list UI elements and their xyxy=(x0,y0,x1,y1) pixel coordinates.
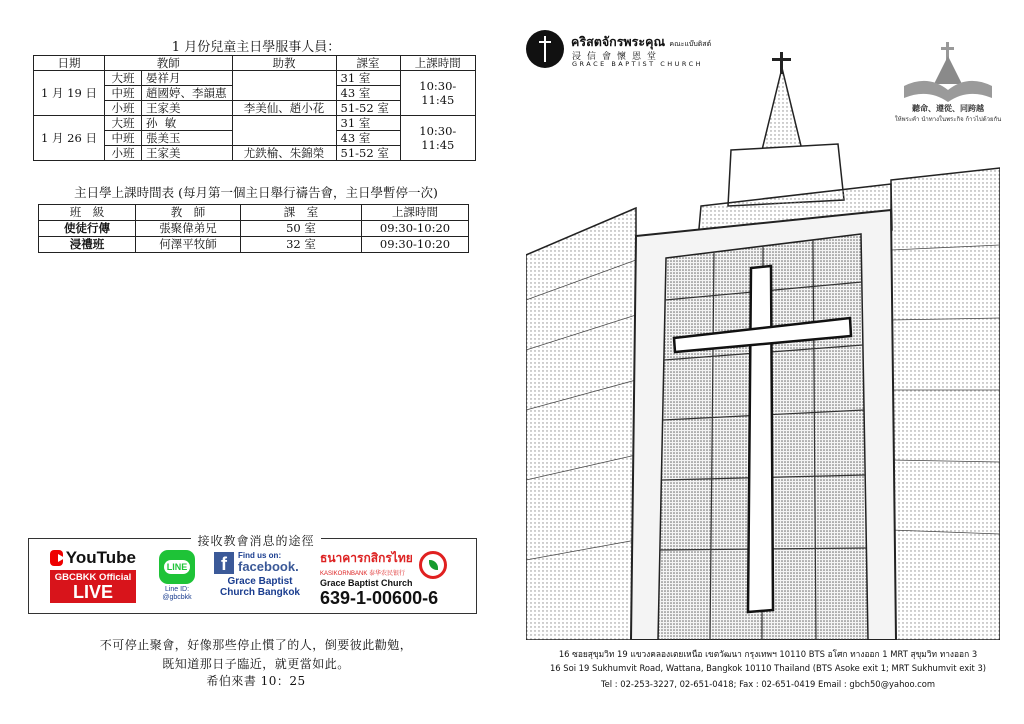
table-header-row xyxy=(39,205,469,221)
table-row xyxy=(34,116,476,131)
teacher-cell: 何澤平牧師 xyxy=(136,237,241,253)
facebook-name-line1: Grace Baptist xyxy=(227,576,293,587)
date-cell: 1 月 19 日 xyxy=(34,71,105,116)
youtube-block[interactable] xyxy=(50,548,136,603)
youtube-live-badge xyxy=(50,570,136,603)
time-cell: 10:30-11:45 xyxy=(400,71,475,116)
room-cell: 51-52 室 xyxy=(336,146,400,161)
time-cell: 09:30-10:20 xyxy=(362,221,469,237)
assistant-cell: 李美仙、趙小花 xyxy=(232,101,336,116)
room-cell: 31 室 xyxy=(336,116,400,131)
church-thai-main: คริสตจักรพระคุณ xyxy=(571,34,666,49)
youtube-logo xyxy=(50,548,136,568)
facebook-find-label: Find us on: xyxy=(238,551,282,560)
room-cell: 43 室 xyxy=(336,131,400,146)
address-contact: Tel : 02-253-3227, 02-651-0418; Fax : 02-651-0419 Email : gbch50@yahoo.com xyxy=(600,679,936,689)
class-cell: 小班 xyxy=(105,146,142,161)
facebook-logo-row xyxy=(214,551,306,574)
church-building-illustration xyxy=(526,50,1000,640)
room-cell: 43 室 xyxy=(336,86,400,101)
header-time: 上課時間 xyxy=(400,56,475,71)
room-cell: 32 室 xyxy=(241,237,362,253)
class-cell: 中班 xyxy=(105,86,142,101)
church-chinese-name: 浸信會懷恩堂 xyxy=(572,52,663,62)
room-cell: 50 室 xyxy=(241,221,362,237)
line-logo-text: LINE xyxy=(164,560,191,574)
contact-title-text: 接收教會消息的途徑 xyxy=(191,534,320,548)
header-teacher: 教師 xyxy=(105,56,233,71)
time-cell: 09:30-10:20 xyxy=(362,237,469,253)
header-date: 日期 xyxy=(34,56,105,71)
teacher-cell: 孙 敏 xyxy=(142,116,233,131)
class-cell: 大班 xyxy=(105,116,142,131)
facebook-text xyxy=(238,551,299,574)
class-cell: 使徒行傳 xyxy=(39,221,136,237)
bank-account-number: 639-1-00600-6 xyxy=(320,588,439,608)
date-cell: 1 月 26 日 xyxy=(34,116,105,161)
youtube-brand: YouTube xyxy=(65,548,136,567)
assistant-cell xyxy=(232,71,336,101)
class-cell: 浸禮班 xyxy=(39,237,136,253)
sunday-school-table xyxy=(38,204,469,253)
church-english-name: GRACE BAPTIST CHURCH xyxy=(572,60,704,68)
table-row xyxy=(34,71,476,86)
church-thai-sub: คณะแบ๊บติสต์ xyxy=(669,40,712,48)
teacher-cell: 晏祥月 xyxy=(142,71,233,86)
sunday-school-title: 主日學上課時間表 (每月第一個主日舉行禱告會，主日學暫停一次) xyxy=(74,185,438,200)
facebook-icon: f xyxy=(214,552,234,574)
teacher-cell: 張聚偉弟兄 xyxy=(136,221,241,237)
bank-account-name: Grace Baptist Church xyxy=(320,578,413,588)
facebook-name-line2: Church Bangkok xyxy=(219,587,300,598)
teacher-cell: 王家美 xyxy=(142,101,233,116)
facebook-brand: facebook. xyxy=(238,559,299,574)
table-row xyxy=(39,221,469,237)
verse-line2: 既知道那日子臨近，就更當如此。 xyxy=(162,657,350,671)
motto-chinese: 聽命、遵從、同跨越 xyxy=(912,104,984,113)
header-room: 課室 xyxy=(336,56,400,71)
header-room: 課 室 xyxy=(241,205,362,221)
header-time: 上課時間 xyxy=(362,205,469,221)
header-teacher: 教 師 xyxy=(136,205,241,221)
class-cell: 中班 xyxy=(105,131,142,146)
table-row xyxy=(39,237,469,253)
line-icon xyxy=(159,550,195,584)
assistant-cell xyxy=(232,116,336,146)
kasikorn-logo-icon xyxy=(419,551,447,579)
teacher-schedule-table xyxy=(33,55,476,161)
teacher-cell: 趙國婷、李韻惠 xyxy=(142,86,233,101)
schedule-title: 1 月份兒童主日學服事人員： xyxy=(171,40,341,55)
youtube-live-label: LIVE xyxy=(72,582,113,602)
address-thai: 16 ซอยสุขุมวิท 19 แขวงคลองเตยเหนือ เขตวัฒนา กรุงเทพฯ 10110 BTS อโศก ทางออก 1 MRT สุขุมวิท ทางออก 3 xyxy=(558,649,978,659)
header-class: 班 級 xyxy=(39,205,136,221)
line-id-label: Line ID: xyxy=(164,586,190,593)
time-cell: 10:30-11:45 xyxy=(400,116,475,161)
address-english: 16 Soi 19 Sukhumvit Road, Wattana, Bangkok 10110 Thailand (BTS Asoke exit 1; MRT Sukhumvit exit 3) xyxy=(549,663,987,673)
assistant-cell: 尤鉄榆、朱錦榮 xyxy=(232,146,336,161)
table-header-row xyxy=(34,56,476,71)
teacher-cell: 王家美 xyxy=(142,146,233,161)
youtube-play-icon xyxy=(50,550,63,566)
room-cell: 31 室 xyxy=(336,71,400,86)
motto-thai: ให้พระคำ นำทางในพระกิจ ก้าวไปด้วยกัน xyxy=(894,116,1002,123)
line-id: @gbcbkk xyxy=(162,594,192,601)
class-cell: 大班 xyxy=(105,71,142,86)
room-cell: 51-52 室 xyxy=(336,101,400,116)
verse-line1: 不可停止聚會，好像那些停止慣了的人，倒要彼此勸勉， xyxy=(99,638,413,652)
teacher-cell: 張美玉 xyxy=(142,131,233,146)
header-assistant: 助教 xyxy=(232,56,336,71)
bank-thai-name: ธนาคารกสิกรไทย xyxy=(320,551,413,565)
class-cell: 小班 xyxy=(105,101,142,116)
verse-reference: 希伯來書 10：25 xyxy=(206,674,306,688)
facebook-block[interactable] xyxy=(214,551,306,598)
bank-en-name: KASIKORNBANK 泰华农民银行 xyxy=(320,571,406,577)
line-block[interactable] xyxy=(157,550,197,602)
contact-title xyxy=(0,532,512,549)
facebook-page-name xyxy=(214,576,306,598)
youtube-channel-name: GBCBKK Official xyxy=(54,572,132,583)
